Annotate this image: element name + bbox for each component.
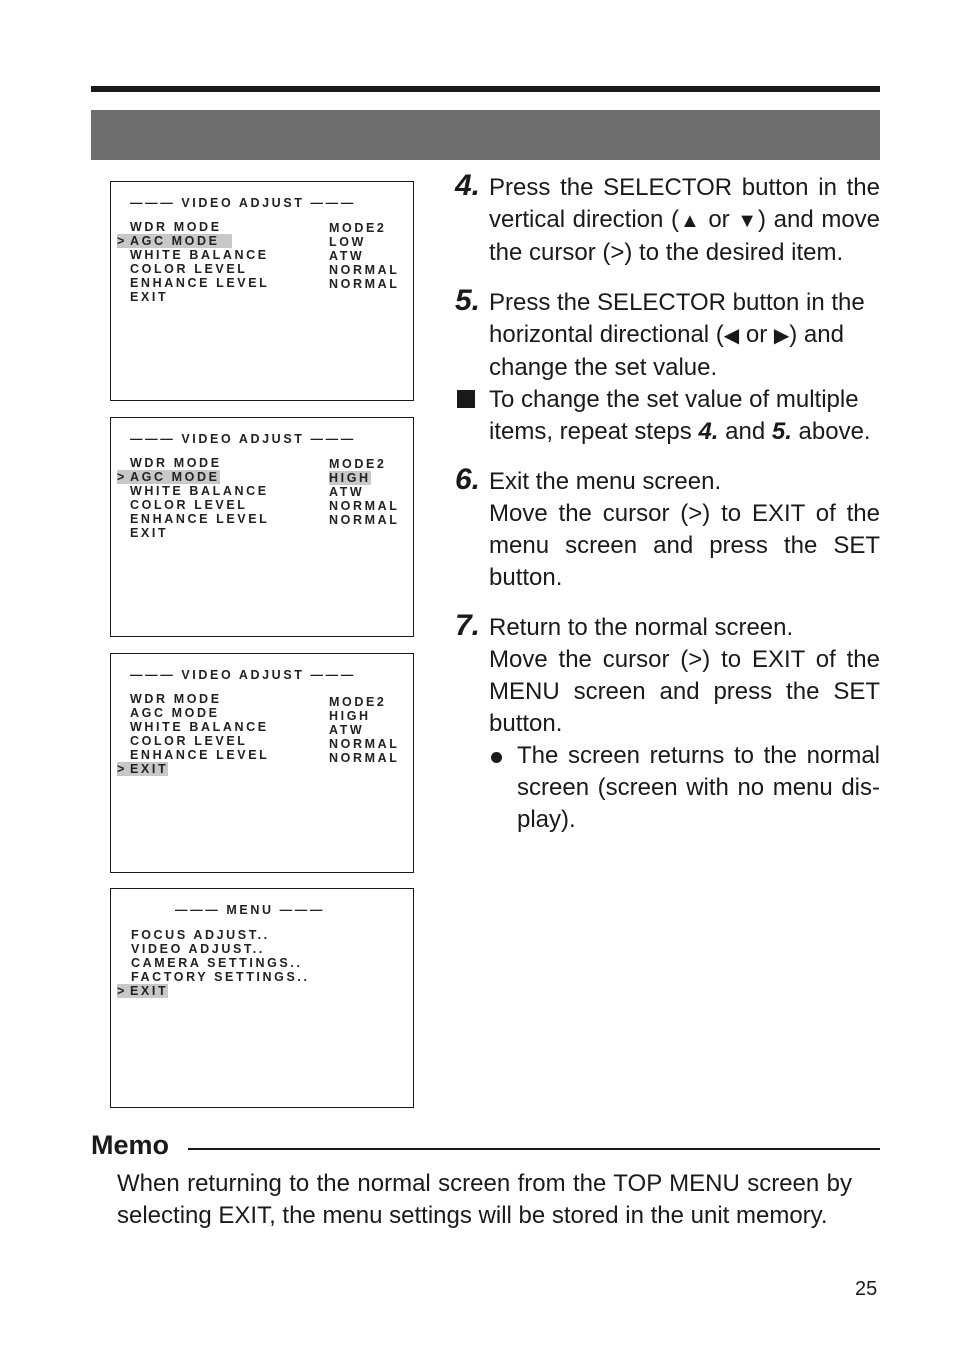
cursor-marker: > [117,984,125,998]
step-heading: Exit the menu screen. [489,468,722,495]
menu-row: COLOR LEVEL [130,498,248,512]
menu-row: WDR MODE [130,220,222,234]
value: NORMAL [329,751,400,765]
step-5 [455,284,880,384]
screen-values [329,695,399,765]
cursor-marker: > [117,470,125,484]
step-text: Press the SELECTOR button in the horizontal directional (◀ or ▶) and change the set value. [489,289,865,381]
section-header-band [91,110,880,160]
note-text: To change the set value of multiple items, repeat steps 4. and 5. above. [489,386,871,445]
top-rule [91,86,880,92]
value: MODE2 [329,221,387,235]
left-arrow-icon: ◀ [723,325,740,347]
menu-row-selected: > EXIT [117,984,169,998]
menu-screen-video-adjust-2 [110,417,414,637]
menu-row: WDR MODE [130,456,222,470]
value: ATW [329,485,365,499]
menu-row: CAMERA SETTINGS.. [131,956,303,970]
value: NORMAL [329,499,400,513]
menu-row: WHITE BALANCE [130,484,269,498]
step-text: Move the cursor (>) to EXIT of the menu screen and press the SET button. [489,500,880,591]
memo-text: When returning to the normal screen from the TOP MENU screen by selecting EXIT, the menu settings will be stored in the unit memory. [117,1170,852,1229]
value: MODE2 [329,695,387,709]
menu-row: WHITE BALANCE [130,720,269,734]
screen-title: ——— VIDEO ADJUST ——— [130,196,356,210]
step-number: 4. [455,169,481,202]
menu-row: FACTORY SETTINGS.. [131,970,310,984]
menu-row: ENHANCE LEVEL [130,276,270,290]
screen-items [117,456,269,540]
bullet-text: The screen returns to the normal screen (screen with no menu dis-play). [517,742,880,833]
step-7 [455,609,880,836]
menu-row: EXIT [130,526,169,540]
note-multiple-items [455,384,880,448]
step-number: 5. [455,284,481,317]
menu-row: AGC MODE [130,706,220,720]
step-number: 6. [455,463,481,496]
menu-row: WDR MODE [130,692,222,706]
step-number: 7. [455,609,481,642]
menu-row: VIDEO ADJUST.. [131,942,265,956]
menu-row: FOCUS ADJUST.. [131,928,270,942]
screen-values [329,457,399,527]
screen-title: ——— VIDEO ADJUST ——— [130,432,356,446]
square-bullet-icon [457,390,475,408]
menu-row: COLOR LEVEL [130,734,248,748]
screen-items [117,220,269,304]
instruction-steps [455,169,881,854]
step-4 [455,169,881,269]
value: HIGH [329,709,371,723]
value: MODE2 [329,457,387,471]
cursor-marker: > [117,762,125,776]
right-arrow-icon: ▶ [773,325,790,347]
up-arrow-icon: ▲ [678,210,701,232]
menu-row: ENHANCE LEVEL [130,748,270,762]
step-text: Move the cursor (>) to EXIT of the MENU screen and press the SET button. [489,646,880,737]
bullet-note [489,740,880,836]
value: NORMAL [329,263,400,277]
page-number: 25 [855,1278,878,1300]
value: ATW [329,723,365,737]
value: LOW [329,235,366,249]
menu-row: COLOR LEVEL [130,262,248,276]
menu-screen-video-adjust-1 [110,181,414,401]
screen-items [117,928,310,998]
step-text: Press the SELECTOR button in the vertical direction (▲ or ▼) and move the cursor (>) to the desired item. [489,174,881,266]
menu-row: WHITE BALANCE [130,248,269,262]
step-6 [455,463,880,594]
menu-row-selected: > EXIT [117,762,169,776]
menu-screen-video-adjust-3 [110,653,414,873]
memo-rule [188,1148,880,1150]
down-arrow-icon: ▼ [737,210,759,232]
menu-row-selected: > AGC MODE [117,234,269,248]
cursor-marker: > [117,234,125,248]
value: NORMAL [329,277,400,291]
step-heading: Return to the normal screen. [489,614,794,641]
menu-row-selected: > AGC MODE [117,470,220,484]
menu-screen-top-menu [110,888,414,1108]
screen-title: ——— MENU ——— [175,903,325,917]
value: NORMAL [329,737,400,751]
screen-values [329,221,399,291]
menu-row: EXIT [130,290,169,304]
screen-title: ——— VIDEO ADJUST ——— [130,668,356,682]
memo-heading: Memo [91,1130,170,1160]
bullet-dot-icon [491,752,502,763]
value: ATW [329,249,365,263]
screen-items [117,692,269,776]
value-highlighted: HIGH [329,471,371,485]
value: NORMAL [329,513,400,527]
menu-row: ENHANCE LEVEL [130,512,270,526]
